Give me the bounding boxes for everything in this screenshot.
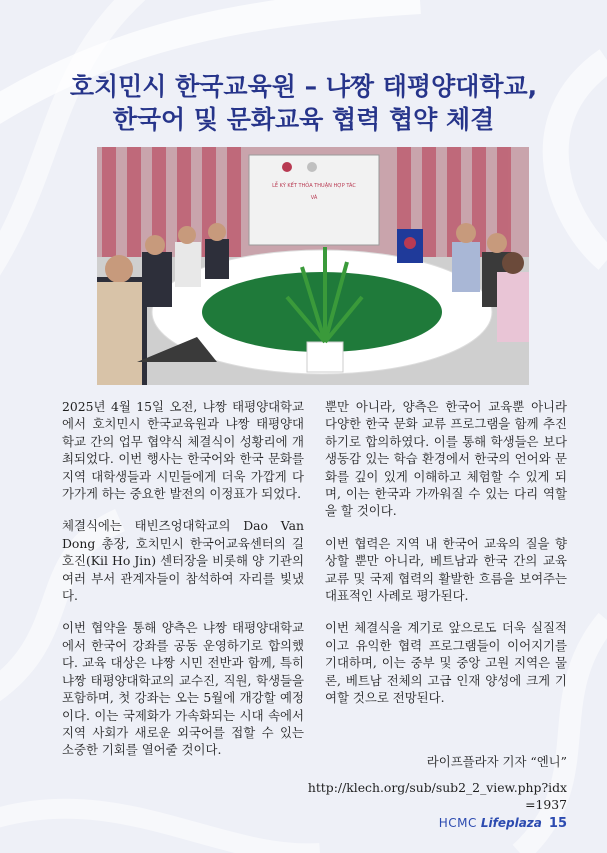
source-url-link[interactable]: http://klech.org/sub/sub2_2_view.php?idx=1937 [307,780,567,812]
article-title [20,70,587,136]
paragraph-left-3: 이번 협약을 통해 양측은 냐짱 태평양대학교에서 한국어 강좌를 공동 운영하기로 합의했다. 교육 대상은 냐짱 시민 전반과 함께, 특히 냐짱 태평양대학교의 교수진, 직원, 학생들을 포함하며, 첫 강좌는 오는 5월에 개강할 예정이다. 이는 국제화가 가속화되는 시대 속에서 지역 사회가 새로운 외국어를 접할 수 있는 소중한 기회를 열어줄 것이다. [62,620,304,758]
page-number: 15 [548,816,567,831]
title-line-1: 호치민시 한국교육원 – 냐짱 태평양대학교, [69,72,538,101]
article-column-left [62,398,304,774]
brand-hcmc: HCMC [438,816,477,830]
paragraph-left-1: 2025년 4월 15일 오전, 냐짱 태평양대학교에서 호치민시 한국교육원과 냐짱 태평양대학교 간의 업무 협약식 체결식이 성황리에 개최되었다. 이번 행사는 한국어와 한국 문화를 지역 대학생들과 시민들에게 더욱 가깝게 다가가게 하는 중요한 발전의 이정표가 되었다. [62,399,304,502]
title-line-2: 한국어 및 문화교육 협력 협약 체결 [112,105,495,134]
screen-text-2: VÀ [310,195,318,201]
paragraph-right-3: 이번 체결식을 계기로 앞으로도 더욱 실질적이고 유익한 협력 프로그램들이 이어지기를 기대하며, 이는 중부 및 중앙 고원 지역은 물론, 베트남 전체의 고급 인재 양성에 크게 기여할 것으로 전망된다. [325,620,567,706]
signing-ceremony-photo [97,147,529,385]
screen-text-1: LỄ KÝ KẾT THỎA THUẬN HỢP TÁC [272,183,356,189]
paragraph-right-2: 이번 협력은 지역 내 한국어 교육의 질을 향상할 뿐만 아니라, 베트남과 한국 간의 교육 교류 및 국제 협력의 활발한 흐름을 보여주는 대표적인 사례로 평가된다. [325,535,567,604]
article-column-right [325,398,567,722]
brand-lifeplaza: Lifeplaza [480,816,542,830]
reporter-byline: 라이프플라자 기자 “엔니” [426,754,567,769]
photo-illustration [97,147,529,385]
paragraph-left-2: 체결식에는 태빈즈엉대학교의 Dao Van Dong 총장, 호치민시 한국어교육센터의 길호진(Kil Ho Jin) 센터장을 비롯해 양 기관의 여러 부서 관계자들이 참석하여 자리를 빛냈다. [62,518,304,604]
paragraph-right-1: 뿐만 아니라, 양측은 한국어 교육뿐 아니라 다양한 한국 문화 교류 프로그램을 함께 추진하기로 합의하였다. 이를 통해 학생들은 보다 생동감 있는 학습 환경에서 한국의 언어와 문화를 깊이 있게 이해하고 체험할 수 있게 되며, 이는 한국과 가까워질 수 있는 다리 역할을 할 것이다. [325,399,567,519]
page-footer [439,816,567,831]
